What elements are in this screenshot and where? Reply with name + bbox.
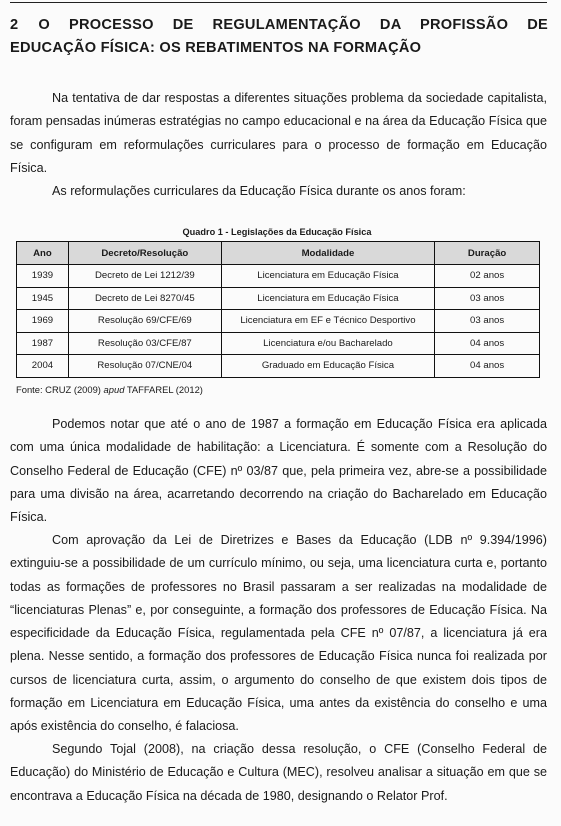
- source-prefix: Fonte: CRUZ (2009): [16, 384, 101, 395]
- table-cell: 03 anos: [435, 310, 540, 333]
- table-cell: 1939: [17, 265, 69, 288]
- table-cell: Decreto de Lei 1212/39: [68, 265, 221, 288]
- table-header-row: [17, 242, 540, 265]
- table-cell: Licenciatura em Educação Física: [221, 287, 434, 310]
- table-cell: Decreto de Lei 8270/45: [68, 287, 221, 310]
- section-title: O PROCESSO DE REGULAMENTAÇÃO DA PROFISSÃO DE EDUCAÇÃO FÍSICA: OS REBATIMENTOS NA FORMAÇÃO: [10, 17, 548, 56]
- table-cell: Resolução 03/CFE/87: [68, 332, 221, 355]
- table-row: [17, 310, 540, 333]
- table-cell: 03 anos: [435, 287, 540, 310]
- table-cell: 2004: [17, 355, 69, 378]
- table-row: [17, 355, 540, 378]
- source-suffix: TAFFAREL (2012): [126, 384, 203, 395]
- table-cell: Licenciatura e/ou Bacharelado: [221, 332, 434, 355]
- table-cell: Graduado em Educação Física: [221, 355, 434, 378]
- column-header: Decreto/Resolução: [68, 242, 221, 265]
- table-cell: Licenciatura em EF e Técnico Desportivo: [221, 310, 434, 333]
- body-paragraph-1: Podemos notar que até o ano de 1987 a formação em Educação Física era aplicada com uma única modalidade de habilitação: a Licenciatura. É somente com a Resolução do Conselho Federal de Educação (CFE) nº 03/87 que, pela primeira vez, abre-se a possibilidade para uma divisão na área, acarretando decorrendo na criação do Bacharelado em Educação Física.: [10, 417, 547, 525]
- top-rule: [10, 2, 547, 3]
- section-heading: [10, 14, 548, 60]
- table-cell: 1987: [17, 332, 69, 355]
- table-cell: Resolução 69/CFE/69: [68, 310, 221, 333]
- column-header: Duração: [435, 242, 540, 265]
- source-italic: apud: [103, 384, 125, 395]
- table-row: [17, 287, 540, 310]
- intro-paragraph: Na tentativa de dar respostas a diferentes situações problema da sociedade capitalista, foram pensadas inúmeras estratégias no campo educacional e na área da Educação Física que se configuram em reformulações curriculares para o processo de formação em Educação Física.: [10, 91, 547, 175]
- table-row: [17, 265, 540, 288]
- table-cell: Licenciatura em Educação Física: [221, 265, 434, 288]
- table-cell: 1945: [17, 287, 69, 310]
- body-paragraph-2: Com aprovação da Lei de Diretrizes e Bases da Educação (LDB nº 9.394/1996) extinguiu-se a possibilidade de um currículo mínimo, ou seja, uma licenciatura curta e, portanto todas as formações de professores no Brasil passaram a ser realizadas na modalidade de “licenciaturas Plenas” e, por conseguinte, a formação dos professores de Educação Física. Na especificidade da Educação Física, regulamentada pela CFE nº 07/87, a licenciatura já era plena. Nesse sentido, a formação dos professores de Educação Física nunca foi realizada por cursos de licenciatura curta, assim, o argumento do conselho de que existem dois tipos de formação em Licenciatura em Educação Física, uma antes da existência do conselho e uma após existência do conselho, é falaciosa.: [10, 533, 547, 734]
- column-header: Ano: [17, 242, 69, 265]
- section-number: 2: [10, 17, 19, 33]
- table-caption: Quadro 1 - Legislações da Educação Física: [182, 227, 372, 237]
- table-cell: Resolução 07/CNE/04: [68, 355, 221, 378]
- table-row: [17, 332, 540, 355]
- table-source: [16, 384, 203, 395]
- body-paragraph-3: Segundo Tojal (2008), na criação dessa resolução, o CFE (Conselho Federal de Educação) do Ministério de Educação e Cultura (MEC), resolveu analisar a situação em que se encontrava a Educação Física na década de 1980, designando o Relator Prof.: [10, 742, 547, 803]
- table-cell: 02 anos: [435, 265, 540, 288]
- table-cell: 1969: [17, 310, 69, 333]
- table-cell: 04 anos: [435, 355, 540, 378]
- legislation-table: [16, 241, 540, 378]
- table-cell: 04 anos: [435, 332, 540, 355]
- intro-lead-paragraph: As reformulações curriculares da Educação Física durante os anos foram:: [52, 184, 466, 198]
- column-header: Modalidade: [221, 242, 434, 265]
